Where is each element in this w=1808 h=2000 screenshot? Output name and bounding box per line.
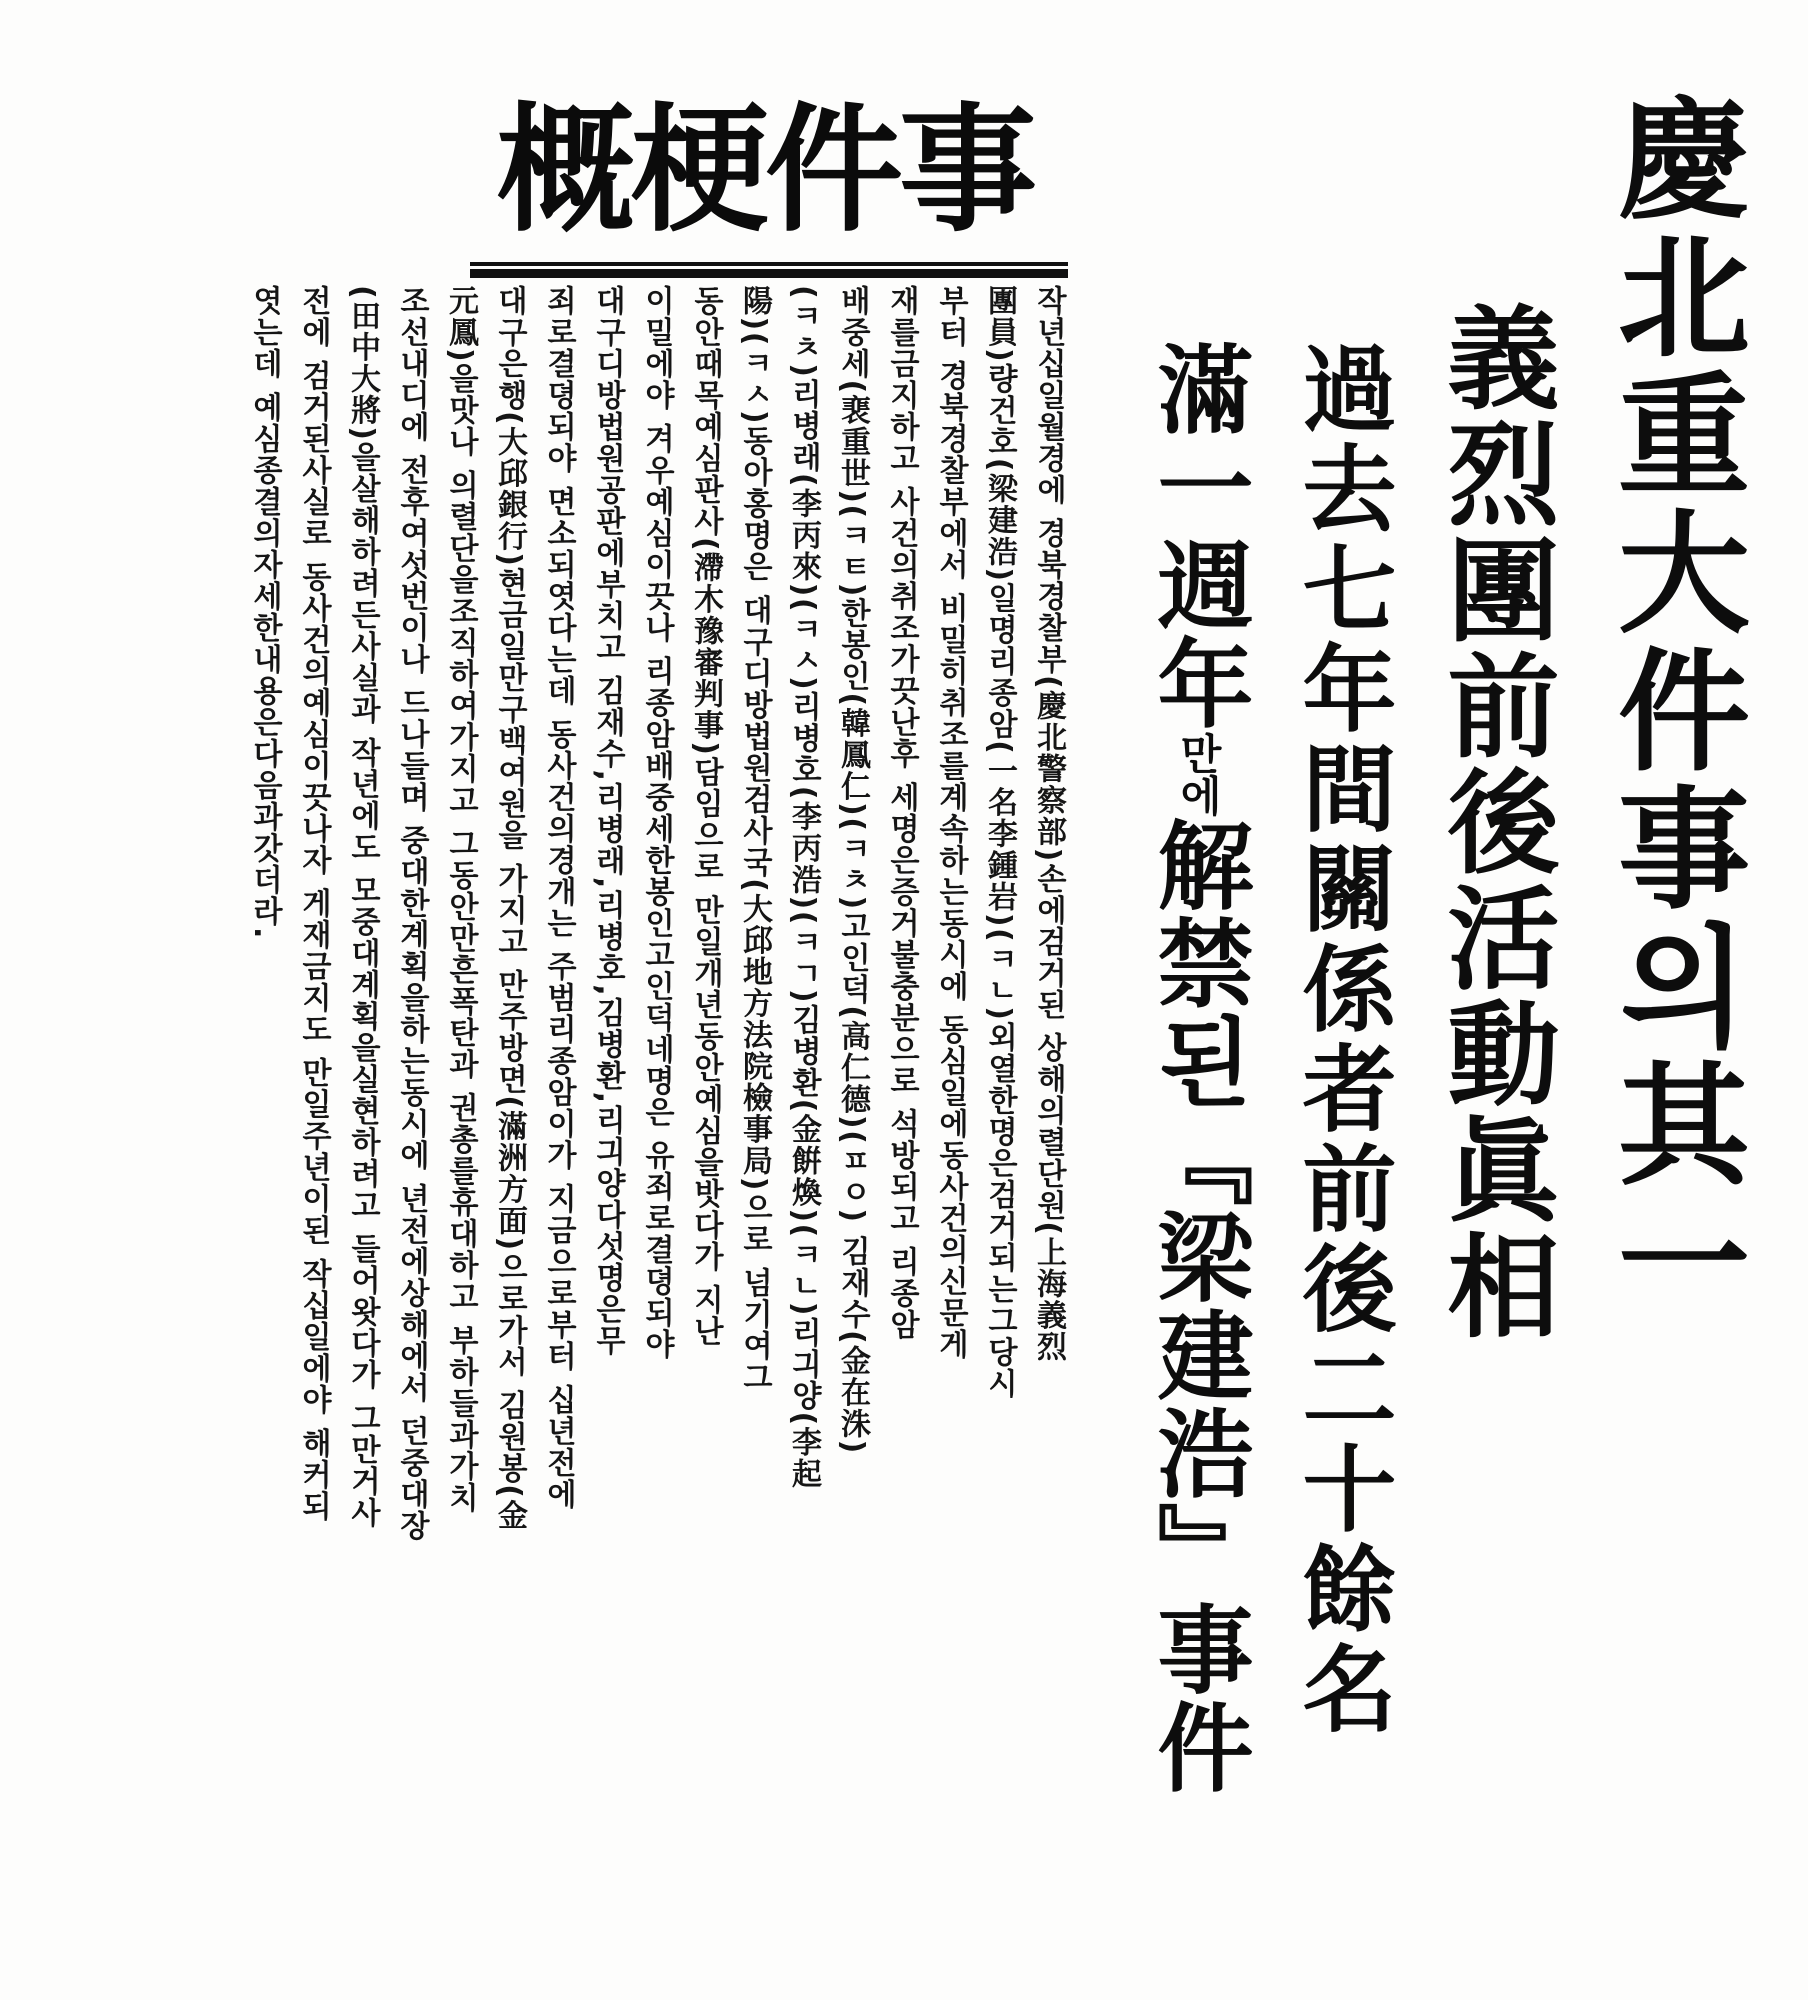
article-column: 재를금지하고 사건의취조가끗난후 세명은증거불충분으로 석방되고 리종암 [884,285,919,1341]
article-column: 이밀에야 겨우예심이끗나 리종암배중세한봉인고인덕네명은 유죄로결뎡되야 [639,285,674,1361]
headline-event [1142,340,1255,1796]
article-column: 陽)(ㅋㅅ)동아홍명은 대구디방법원검사국(大邱地方法院檢事局)으로 넘기여그 [737,285,772,1393]
article-column: (ㅋㅊ)리병래(李丙來)(ㅋㅅ)리병호(李丙浩)(ㅋㄱ)김병환(金餠煥)(ㅋㄴ)리긔양(李起 [786,285,821,1490]
article-column: 배중세(裵重世)(ㅋㅌ)한봉인(韓鳳仁)(ㅋㅊ)고인덕(高仁德)(ㅍㅇ) 김재수(金在洙) [835,285,870,1455]
headline-subtitle: 過去七年間關係者前後二十餘名 [1286,340,1396,1740]
headline-event-part-b: 解禁된『梁建浩』事件 [1142,816,1255,1796]
article-column: 조선내디에 전후여섯번이나 드나들며 중대한계획을하는동시에 년전에상해에서 던중대장 [394,285,429,1542]
article-column: 부터 경북경찰부에서 비밀히취조를계속하는동시에 동심일에동사건의신문게 [933,285,968,1361]
article-column: 엿는데 예심종결의자세한내용은다음과갓더라. [247,285,282,940]
article-column: 대구디방법원공판에부치고 김재수,리병래,리병호,김병환,리긔양다섯명은무 [590,285,625,1357]
article-column: 죄로결뎡되야 면소되엿다는데 동사건의경개는 주범리종암이가 지금으로부터 십년전에 [541,285,576,1511]
headline-main: 慶北重大件事의其一 [1595,90,1750,1332]
article-column: 대구은행(大邱銀行)현금일만구백여원을 가지고 만주방면(滿洲方面)으로가서 김원봉(金 [492,285,527,1531]
article-column: 團員)량건호(梁建浩)일명리종암(一名李鍾岩)(ㅋㄴ)외열한명은검거되는그당시 [982,285,1017,1400]
section-divider [470,262,1068,278]
article-column: (田中大將)을살해하려든사실과 작년에도 모중대계획을실현하려고 들어왓다가 그만거사 [345,285,380,1529]
article-column: 전에 검거된사실로 동사건의예심이끗나자 게재금지도 만일주년이된 작십일에야 해커되 [296,285,331,1523]
article-column: 작년십일월경에 경북경찰부(慶北警察部)손에검거된 상해의렬단원(上海義烈 [1031,285,1066,1363]
article-body [28,285,1073,1965]
headline-event-small: 만에 [1174,732,1223,816]
article-column: 元鳳)을맛나 의렬단을조직하여가지고 그동안만흔폭탄과 권총를휴대하고 부하들과가치 [443,285,478,1514]
headline-secondary: 義烈團前後活動眞相 [1429,300,1560,1344]
article-column: 동안때목예심판사(滯木豫審判事)담임으로 만일개년동안예심을밧다가 지난 [688,285,723,1348]
headline-event-part-a: 滿一週年 [1142,340,1255,732]
section-title: 事件梗概 [496,88,1033,251]
